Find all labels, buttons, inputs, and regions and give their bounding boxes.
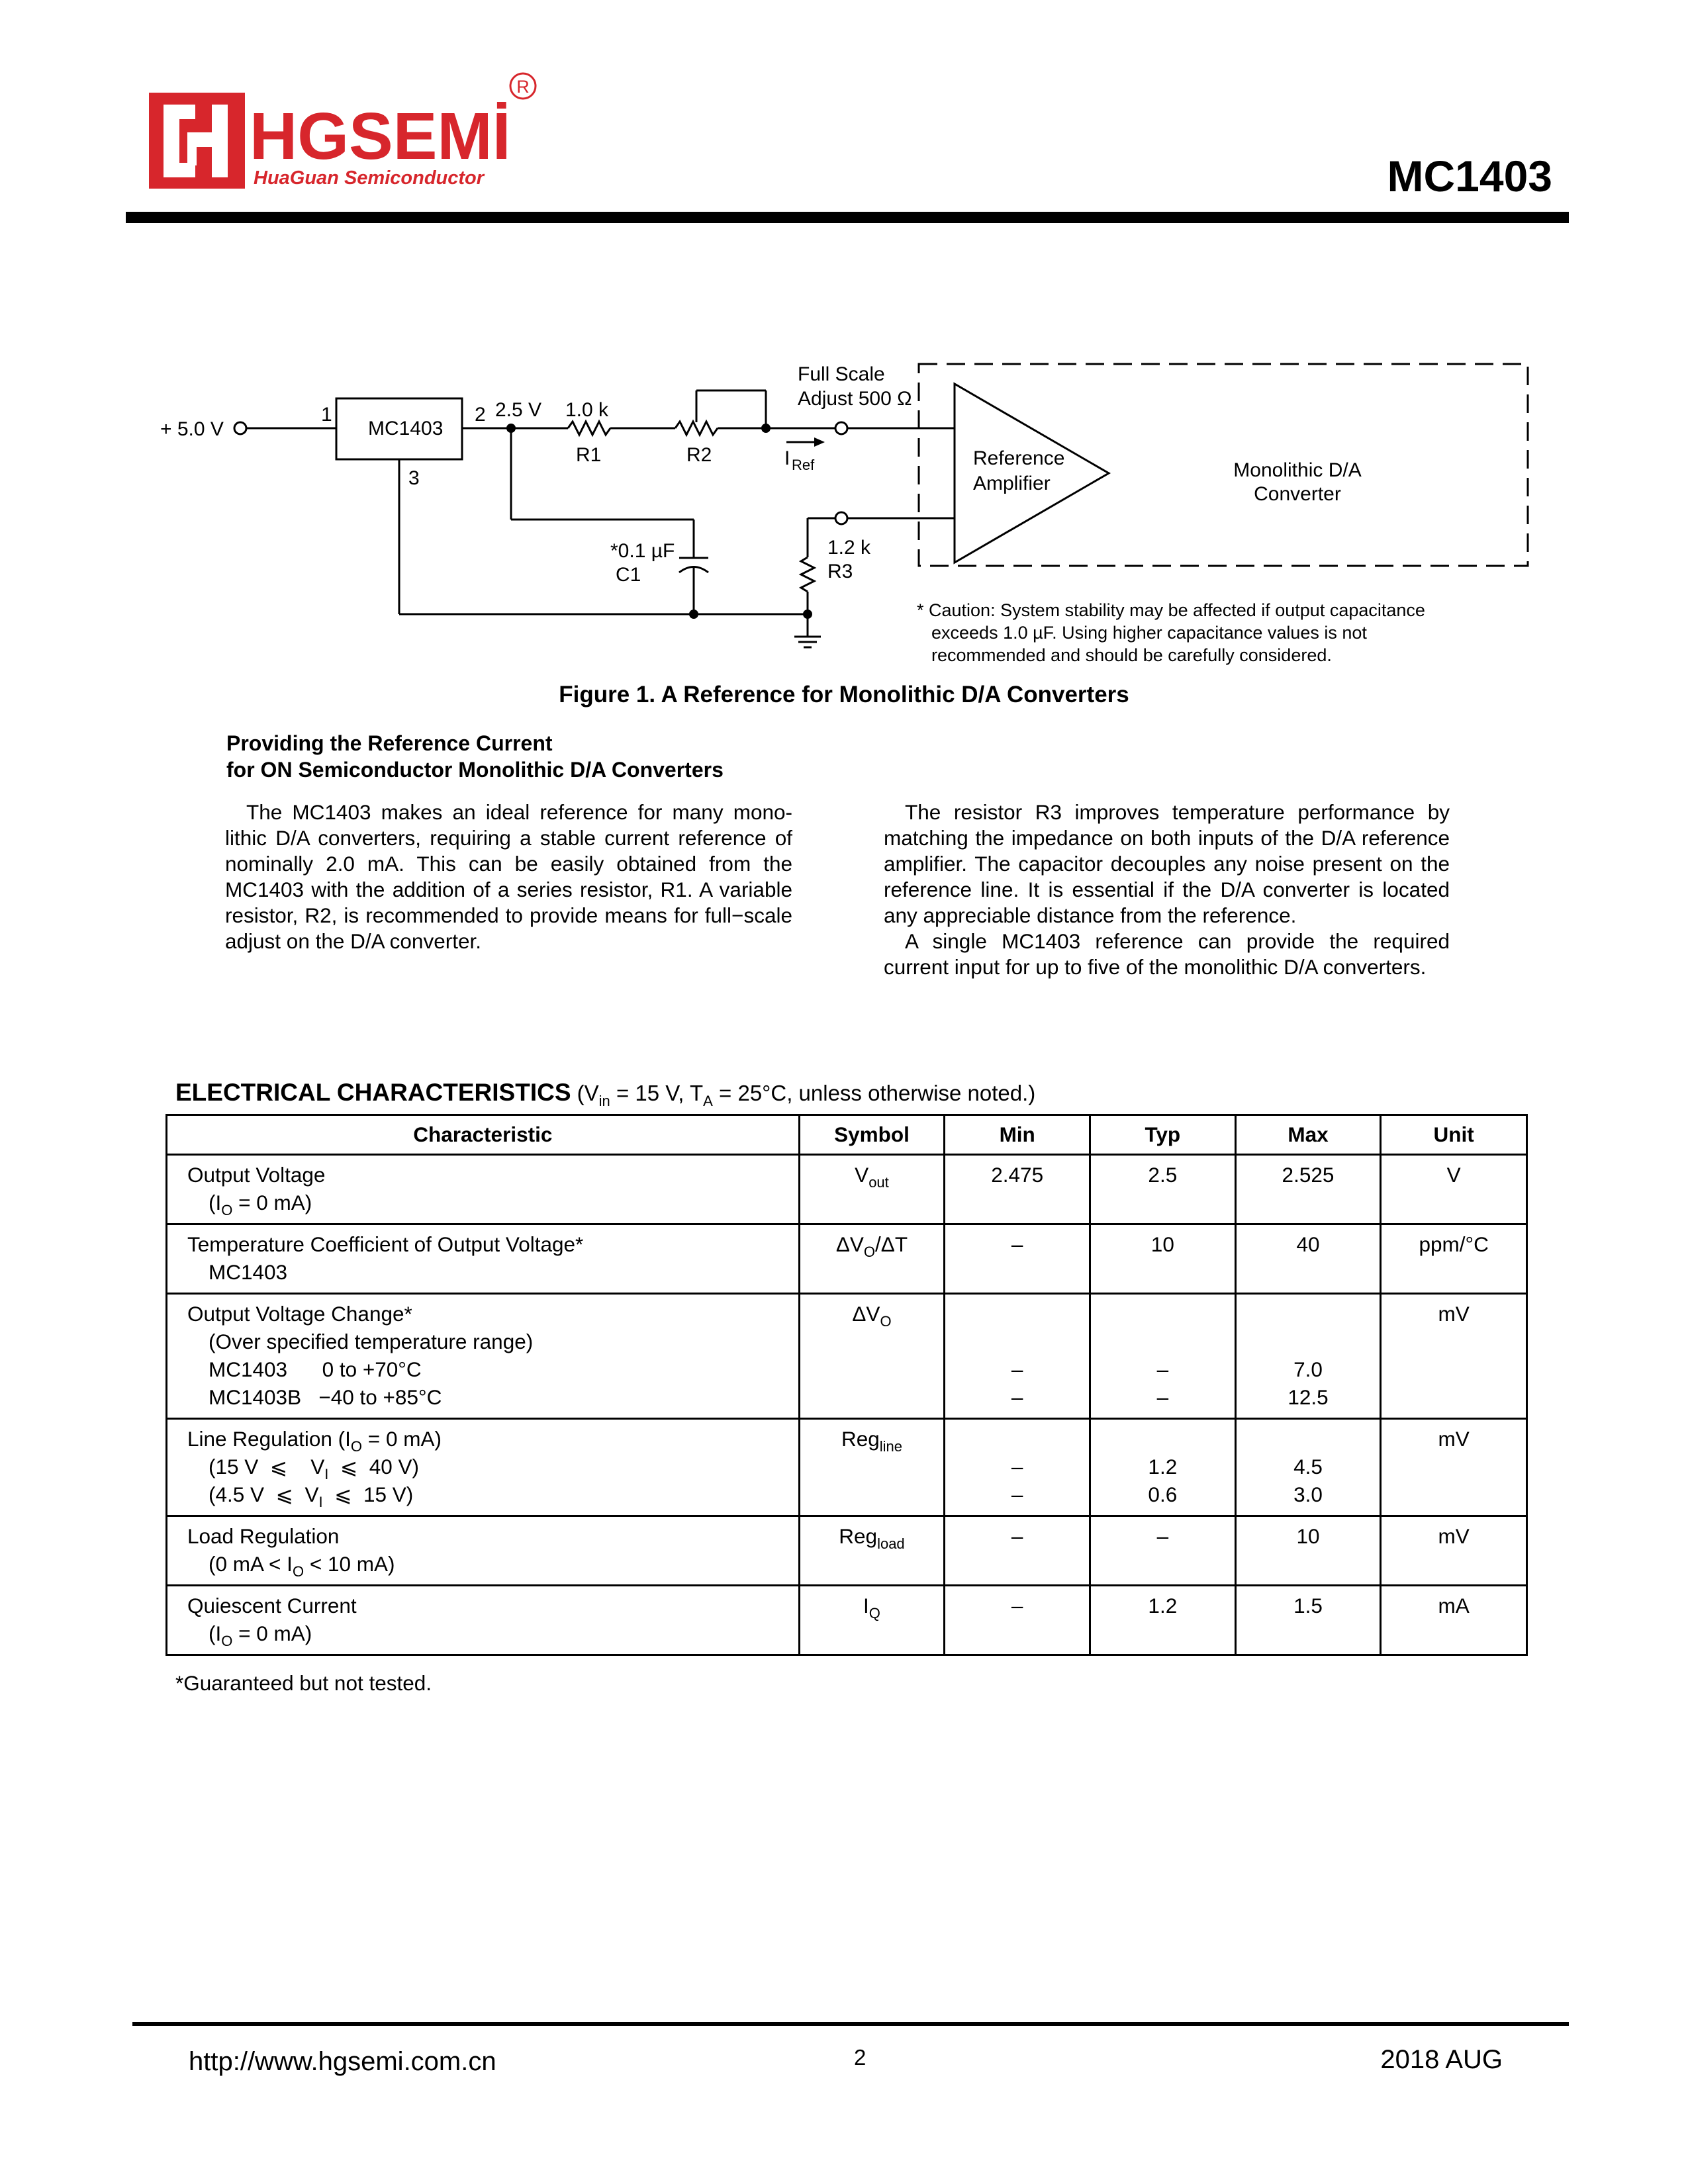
r2-label: R2	[686, 444, 712, 466]
pin1-label: 1	[321, 404, 332, 426]
table-row	[167, 1155, 1527, 1224]
characteristic-name: Output Voltage	[187, 1163, 326, 1187]
table-header-row	[167, 1115, 1527, 1155]
r3-label: R3	[827, 561, 853, 582]
caution-note	[917, 599, 1552, 666]
characteristic-name: Line Regulation ($I_O = 0$ mA)	[187, 1427, 442, 1455]
characteristic-condition: (15 V ⩽ $V_I$ ⩽ 40 V)	[209, 1455, 420, 1482]
table-row	[167, 1294, 1527, 1419]
hgsemi-logo	[149, 93, 546, 199]
typ-cell: 2.5	[1090, 1155, 1236, 1224]
characteristic-condition: MC1403 0 to +70°C	[209, 1357, 422, 1381]
r3-value-label: 1.2 k	[827, 537, 871, 559]
table-conditions-part: (V	[577, 1081, 599, 1105]
max-cell: 1.5	[1235, 1586, 1381, 1655]
amplifier-label-line1: Reference	[973, 447, 1065, 469]
characteristic-condition: ($I_O = 0$ mA)	[209, 1191, 312, 1218]
typ-cell: 1.2	[1090, 1586, 1236, 1655]
typ-cell: 1.2 0.6	[1090, 1419, 1236, 1516]
r3-resistor-icon	[801, 557, 814, 592]
page-number: 2	[854, 2045, 867, 2070]
characteristic-condition: MC1403	[209, 1260, 288, 1284]
node-voltage-label: 2.5 V	[495, 399, 542, 421]
characteristic-cell	[167, 1419, 800, 1516]
dac-label-line2: Converter	[1254, 483, 1341, 505]
footer-url-link[interactable]: http://www.hgsemi.com.cn	[189, 2047, 496, 2076]
table-title: ELECTRICAL CHARACTERISTICS	[175, 1079, 571, 1106]
characteristic-name: Load Regulation	[187, 1524, 340, 1548]
characteristic-cell	[167, 1516, 800, 1586]
section-heading-line2: for ON Semiconductor Monolithic D/A Converters	[226, 758, 724, 782]
amplifier-label-line2: Amplifier	[973, 473, 1051, 494]
min-cell: –	[945, 1516, 1090, 1586]
symbol-cell: Reg$_{line}$	[799, 1419, 945, 1516]
min-cell: – –	[945, 1419, 1090, 1516]
max-cell: 2.525	[1235, 1155, 1381, 1224]
symbol-cell: $\Delta V_O/\Delta T$	[799, 1224, 945, 1294]
characteristic-condition: MC1403B −40 to +85°C	[209, 1385, 442, 1409]
r2-potentiometer-icon	[675, 422, 718, 435]
typ-cell: 10	[1090, 1224, 1236, 1294]
caution-line3: recommended and should be carefully considered.	[931, 645, 1332, 665]
table-row	[167, 1516, 1527, 1586]
header-typ: Typ	[1090, 1115, 1236, 1155]
dac-label-line1: Monolithic D/A	[1233, 459, 1362, 481]
symbol-cell: Reg$_{load}$	[799, 1516, 945, 1586]
left-column	[225, 799, 792, 954]
registered-mark-icon	[506, 69, 539, 103]
c1-label: C1	[616, 564, 641, 586]
caution-line2: exceeds 1.0 µF. Using higher capacitance values is not	[931, 623, 1367, 643]
iref-label: I	[784, 447, 790, 469]
right-paragraph-2: A single MC1403 reference can provide the required current input for up to five of the monolithic D/A converters.	[884, 929, 1450, 979]
header-characteristic: Characteristic	[167, 1115, 800, 1155]
unit-cell: mV	[1381, 1419, 1527, 1516]
characteristic-cell	[167, 1155, 800, 1224]
table-row	[167, 1586, 1527, 1655]
iref-arrow-icon	[786, 437, 825, 447]
full-scale-label-line2: Adjust 500 Ω	[798, 388, 912, 410]
figure-caption: Figure 1. A Reference for Monolithic D/A Converters	[559, 682, 1129, 707]
symbol-cell: $V_{out}$	[799, 1155, 945, 1224]
characteristic-cell	[167, 1586, 800, 1655]
electrical-characteristics-title	[175, 1079, 1035, 1107]
characteristic-name: Quiescent Current	[187, 1594, 357, 1617]
characteristic-cell	[167, 1224, 800, 1294]
brand-name: HGSEMİ	[250, 99, 511, 173]
logo-mark-icon	[149, 93, 245, 189]
unit-cell: mV	[1381, 1294, 1527, 1419]
unit-cell: mA	[1381, 1586, 1527, 1655]
header-symbol: Symbol	[799, 1115, 945, 1155]
max-cell: 7.0 12.5	[1235, 1294, 1381, 1419]
characteristic-cell	[167, 1294, 800, 1419]
header-min: Min	[945, 1115, 1090, 1155]
typ-cell: –	[1090, 1516, 1236, 1586]
full-scale-terminal-icon	[835, 422, 847, 434]
r1-resistor-icon	[568, 422, 610, 435]
full-scale-label-line1: Full Scale	[798, 363, 885, 385]
input-voltage-label: + 5.0 V	[160, 418, 224, 440]
pin2-label: 2	[475, 404, 486, 426]
header-rule	[126, 212, 1569, 223]
table-row	[167, 1419, 1527, 1516]
min-cell: – –	[945, 1294, 1090, 1419]
min-cell: –	[945, 1224, 1090, 1294]
caution-line1: * Caution: System stability may be affected if output capacitance	[917, 600, 1425, 620]
unit-cell: mV	[1381, 1516, 1527, 1586]
r1-value-label: 1.0 k	[565, 399, 609, 421]
electrical-characteristics-table	[165, 1114, 1528, 1656]
table-conditions-part: = 25°C, unless otherwise noted.)	[712, 1081, 1036, 1105]
left-paragraph: The MC1403 makes an ideal reference for many mono-lithic D/A converters, requiring a stable current reference of nominally 2.0 mA. This can be easily obtained from the MC1403 with the addition of a series resistor, R1. A variable resistor, R2, is recommended to provide means for full−scale adjust on the D/A converter.	[225, 800, 792, 953]
symbol-cell: $\Delta V_O$	[799, 1294, 945, 1419]
r1-label: R1	[576, 444, 602, 466]
unit-cell: ppm/°C	[1381, 1224, 1527, 1294]
table-footnote: *Guaranteed but not tested.	[175, 1671, 432, 1695]
max-cell: 4.5 3.0	[1235, 1419, 1381, 1516]
pin3-label: 3	[408, 467, 420, 489]
c1-value-label: *0.1 µF	[610, 540, 675, 562]
min-cell: –	[945, 1586, 1090, 1655]
min-cell: 2.475	[945, 1155, 1090, 1224]
input-terminal-icon	[234, 422, 246, 434]
iref-label-sub: Ref	[792, 457, 815, 473]
characteristic-name: Temperature Coefficient of Output Voltage*	[187, 1232, 584, 1256]
characteristic-condition: (4.5 V ⩽ $V_I$ ⩽ 15 V)	[209, 1482, 414, 1510]
typ-cell: – –	[1090, 1294, 1236, 1419]
characteristic-name: Output Voltage Change*	[187, 1302, 412, 1326]
section-heading	[226, 730, 724, 783]
registered-mark: R	[516, 77, 530, 97]
section-heading-line1: Providing the Reference Current	[226, 731, 553, 755]
part-number: MC1403	[1387, 152, 1552, 201]
max-cell: 10	[1235, 1516, 1381, 1586]
footer-date: 2018 AUG	[1380, 2045, 1503, 2074]
symbol-cell: $I_Q$	[799, 1586, 945, 1655]
unit-cell: V	[1381, 1155, 1527, 1224]
header-unit: Unit	[1381, 1115, 1527, 1155]
footer-rule	[132, 2022, 1569, 2026]
right-column	[884, 799, 1450, 980]
characteristic-condition: (Over specified temperature range)	[209, 1330, 534, 1353]
table-conditions-sub: in	[598, 1093, 610, 1109]
ic-label: MC1403	[368, 418, 444, 439]
max-cell: 40	[1235, 1224, 1381, 1294]
characteristic-condition: ($I_O = 0$ mA)	[209, 1621, 312, 1649]
header-max: Max	[1235, 1115, 1381, 1155]
table-row	[167, 1224, 1527, 1294]
right-paragraph-1: The resistor R3 improves temperature performance by matching the impedance on both inputs of the D/A reference amplifier. The capacitor decouples any noise present on the reference line. It is essential if the D/A converter is located any appreciable distance from the reference.	[884, 800, 1450, 927]
brand-subtitle: HuaGuan Semiconductor	[254, 167, 485, 189]
table-conditions-sub: A	[703, 1093, 713, 1109]
characteristic-condition: (0 mA < $I_O < 10$ mA)	[209, 1552, 395, 1580]
table-conditions-part: = 15 V, T	[610, 1081, 704, 1105]
